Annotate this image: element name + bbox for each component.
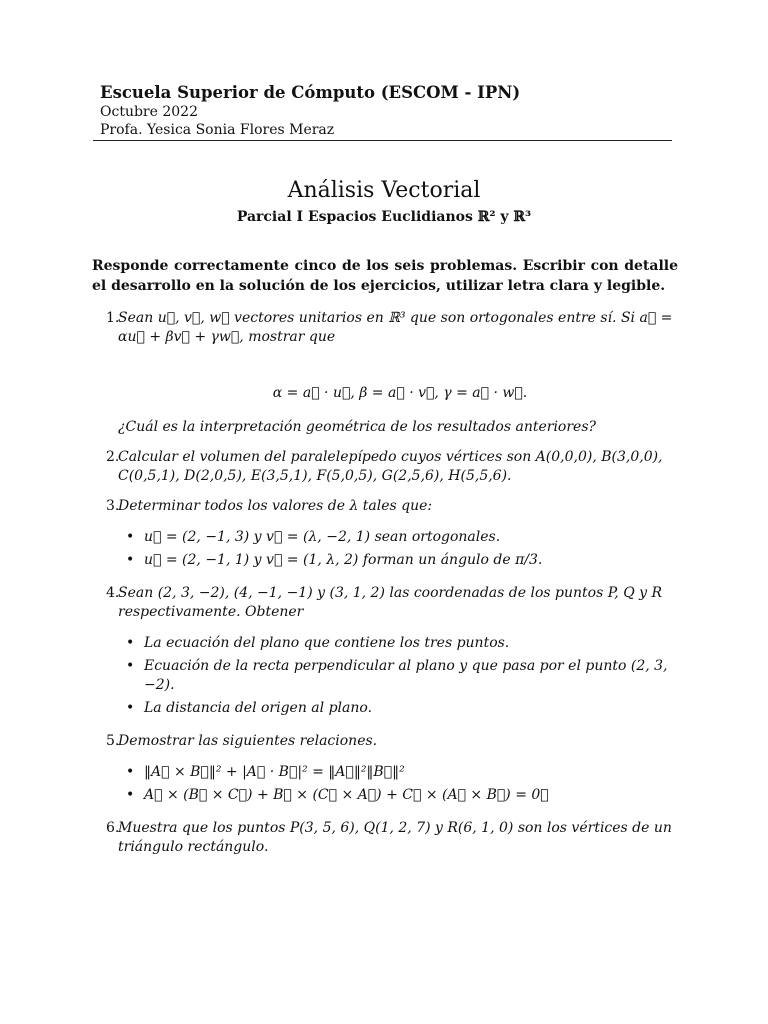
bullet-icon: •: [126, 700, 135, 716]
problem-list: [92, 309, 682, 857]
list-item-text: La distancia del origen al plano.: [144, 700, 373, 716]
bullet-icon: •: [126, 552, 135, 568]
list-item-text: ‖A⃗ × B⃗‖² + |A⃗ · B⃗|² = ‖A⃗‖²‖B⃗‖²: [144, 764, 405, 780]
list-item: [92, 551, 682, 570]
problem-number: 3.: [106, 498, 120, 514]
problem-number: 2.: [106, 449, 120, 465]
problem-text: Sean (2, 3, −2), (4, −1, −1) y (3, 1, 2) las coordenadas de los puntos P, Q y R respectivamente. Obtener: [118, 585, 663, 620]
bullet-list: [92, 528, 682, 570]
exam-date: Octubre 2022: [100, 104, 198, 120]
problem-3: [92, 497, 682, 570]
bullet-icon: •: [126, 658, 135, 674]
bullet-icon: •: [126, 635, 135, 651]
header-divider: [93, 140, 672, 141]
list-item-text: u⃗ = (2, −1, 3) y v⃗ = (λ, −2, 1) sean ortogonales.: [144, 529, 501, 545]
list-item: [92, 528, 682, 547]
problem-5: [92, 732, 682, 805]
problem-text: Calcular el volumen del paralelepípedo cuyos vértices son A(0,0,0), B(3,0,0), C(0,5,1), D(2,0,5), E(3,5,1), F(5,0,5), G(2,5,6), H(5,5,6).: [118, 449, 663, 484]
list-item-text: u⃗ = (2, −1, 1) y v⃗ = (1, λ, 2) forman un ángulo de π/3.: [144, 552, 543, 568]
problem-text: Muestra que los puntos P(3, 5, 6), Q(1, 2, 7) y R(6, 1, 0) son los vértices de un triángulo rectángulo.: [118, 820, 672, 855]
exam-instructions: Responde correctamente cinco de los seis problemas. Escribir con detalle el desarrollo en la solución de los ejercicios, utilizar letra clara y legible.: [92, 258, 678, 294]
problem-followup: ¿Cuál es la interpretación geométrica de los resultados anteriores?: [118, 419, 597, 435]
problem-6: [92, 819, 682, 857]
problem-4: [92, 584, 682, 718]
problem-number: 4.: [106, 585, 120, 601]
list-item: [92, 634, 682, 653]
list-item-text: A⃗ × (B⃗ × C⃗) + B⃗ × (C⃗ × A⃗) + C⃗ × (A⃗ × B⃗) = 0⃗: [144, 787, 549, 803]
problem-equation: α = a⃗ · u⃗, β = a⃗ · v⃗, γ = a⃗ · w⃗.: [272, 385, 528, 401]
list-item: [92, 763, 682, 782]
document-header: [100, 83, 672, 139]
problem-2: [92, 448, 682, 486]
bullet-icon: •: [126, 764, 135, 780]
problem-text: Sean u⃗, v⃗, w⃗ vectores unitarios en ℝ³ que son ortogonales entre sí. Si a⃗ = αu⃗ + βv⃗ + γw⃗, mostrar que: [118, 310, 673, 345]
problem-text: Demostrar las siguientes relaciones.: [118, 733, 378, 749]
problem-number: 6.: [106, 820, 120, 836]
bullet-icon: •: [126, 529, 135, 545]
bullet-list: [92, 763, 682, 805]
problem-number: 5.: [106, 733, 120, 749]
list-item-text: Ecuación de la recta perpendicular al plano y que pasa por el punto (2, 3, −2).: [144, 658, 668, 693]
list-item: [92, 786, 682, 805]
list-item: [92, 657, 682, 695]
page-title: Análisis Vectorial: [287, 178, 481, 203]
bullet-list: [92, 634, 682, 718]
problem-text: Determinar todos los valores de λ tales que:: [118, 498, 433, 514]
list-item: [92, 699, 682, 718]
page-subtitle: Parcial I Espacios Euclidianos ℝ² y ℝ³: [236, 209, 532, 225]
problem-number: 1.: [106, 310, 120, 326]
list-item-text: La ecuación del plano que contiene los tres puntos.: [144, 635, 510, 651]
professor-name: Profa. Yesica Sonia Flores Meraz: [100, 122, 335, 138]
problem-1: [92, 309, 682, 437]
institution-name: Escuela Superior de Cómputo (ESCOM - IPN): [100, 83, 521, 102]
bullet-icon: •: [126, 787, 135, 803]
